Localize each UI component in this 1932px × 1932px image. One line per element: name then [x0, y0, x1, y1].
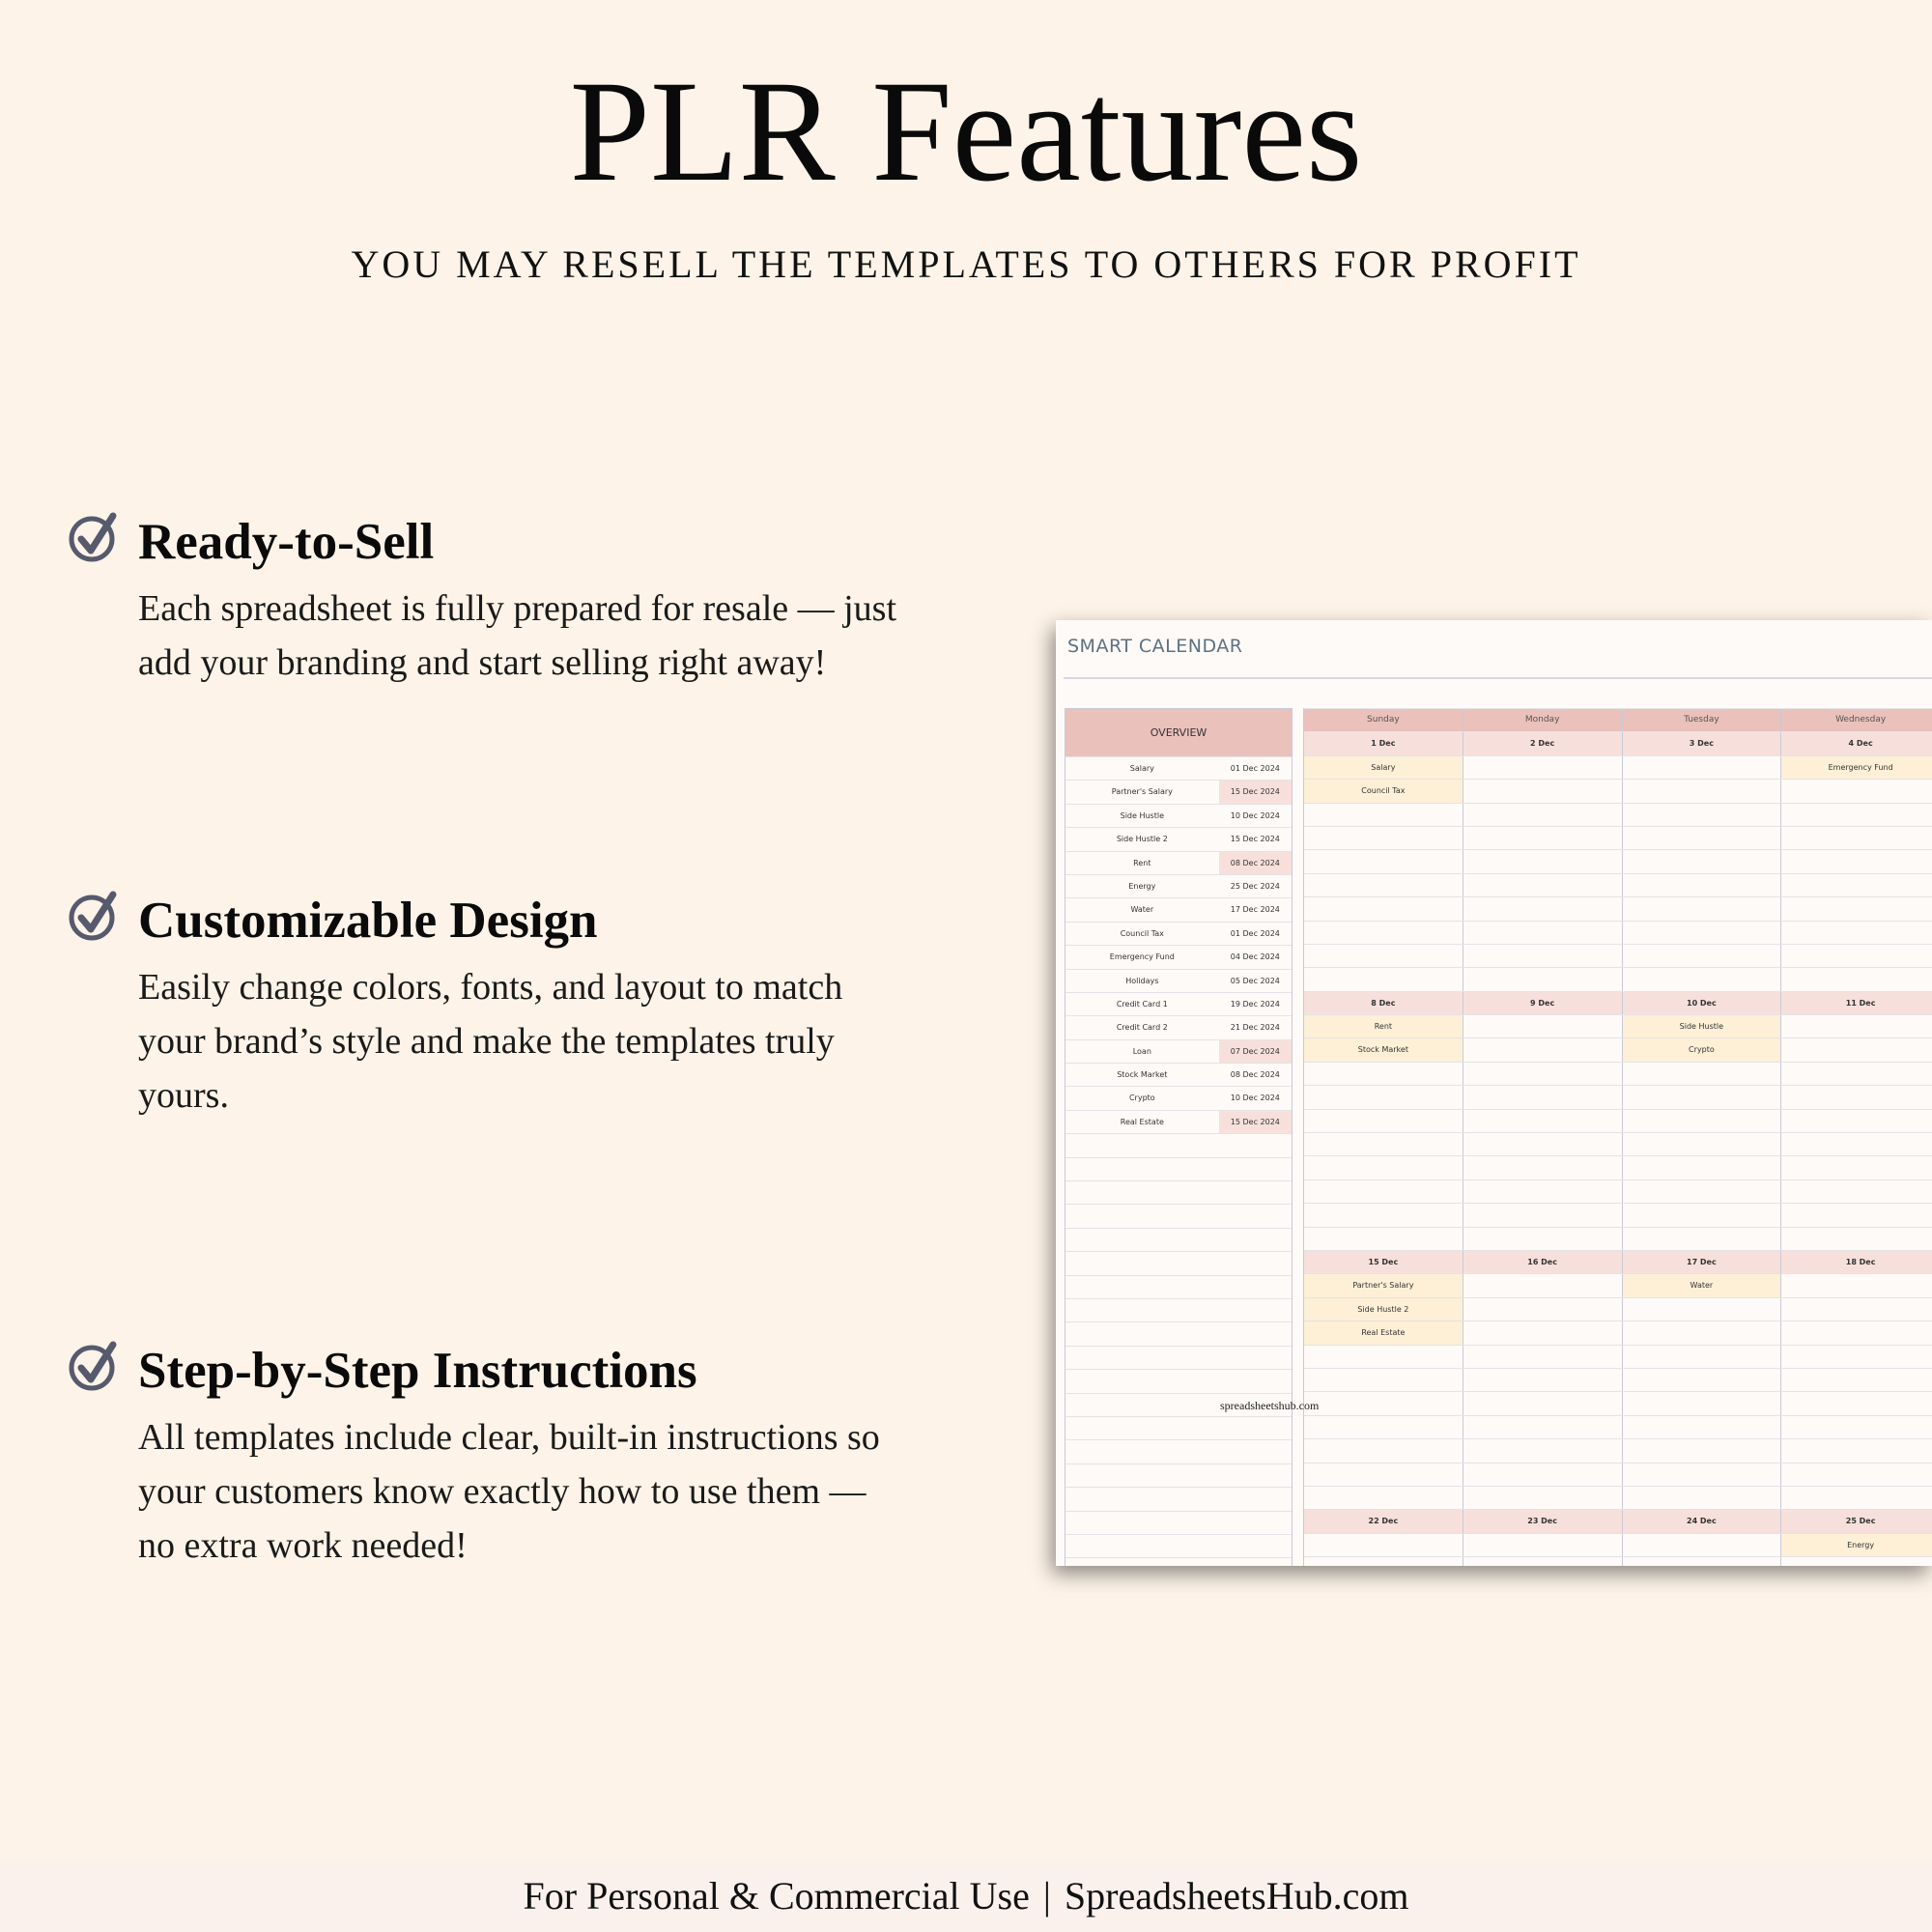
calendar-date-row [1304, 731, 1932, 754]
empty-cell[interactable] [1304, 1086, 1463, 1108]
empty-cell[interactable] [1781, 1086, 1932, 1108]
empty-cell[interactable] [1304, 827, 1463, 849]
empty-cell[interactable] [1463, 1369, 1623, 1391]
empty-cell[interactable] [1463, 1298, 1623, 1321]
date-cell[interactable]: 2 Dec [1463, 732, 1623, 754]
empty-cell[interactable] [1463, 922, 1623, 944]
empty-cell[interactable] [1781, 897, 1932, 920]
overview-item-date: 01 Dec 2024 [1230, 764, 1280, 773]
empty-cell[interactable] [1781, 1180, 1932, 1203]
overview-item-name: Water [1130, 905, 1154, 915]
empty-cell[interactable] [1623, 1369, 1782, 1391]
overview-row [1065, 851, 1292, 874]
empty-cell[interactable] [1463, 1110, 1623, 1132]
empty-cell[interactable] [1463, 804, 1623, 826]
calendar-event-row [1304, 1533, 1932, 1556]
empty-cell[interactable] [1623, 1392, 1782, 1414]
empty-cell[interactable] [1304, 1063, 1463, 1085]
empty-cell[interactable] [1463, 1346, 1623, 1368]
calendar-event-row [1304, 1085, 1932, 1108]
overview-item-date: 21 Dec 2024 [1230, 1023, 1280, 1033]
empty-cell[interactable] [1781, 1416, 1932, 1438]
empty-cell[interactable] [1781, 827, 1932, 849]
empty-cell[interactable] [1623, 780, 1782, 802]
day-name-cell[interactable]: Sunday [1304, 709, 1463, 731]
empty-cell[interactable] [1304, 1439, 1463, 1462]
overview-empty-row [1065, 1251, 1292, 1274]
calendar-event-row [1304, 1556, 1932, 1566]
event-cell[interactable]: Stock Market [1304, 1038, 1463, 1061]
checkmark-circle-icon [68, 510, 122, 564]
empty-cell[interactable] [1623, 1534, 1782, 1556]
calendar-event-row [1304, 944, 1932, 967]
date-cell[interactable]: 15 Dec [1304, 1251, 1463, 1273]
calendar-event-row [1304, 1273, 1932, 1296]
overview-header: OVERVIEW [1065, 709, 1292, 756]
overview-item-name: Energy [1128, 881, 1156, 891]
empty-cell[interactable] [1304, 1557, 1463, 1566]
empty-cell[interactable] [1623, 1463, 1782, 1486]
date-cell[interactable]: 3 Dec [1623, 732, 1782, 754]
overview-empty-row [1065, 1557, 1292, 1566]
empty-cell[interactable] [1463, 1038, 1623, 1061]
overview-table [1065, 708, 1293, 1566]
overview-row [1065, 1015, 1292, 1038]
date-cell[interactable]: 23 Dec [1463, 1510, 1623, 1532]
overview-item-name: Side Hustle [1120, 810, 1165, 820]
empty-cell[interactable] [1304, 1487, 1463, 1509]
empty-cell[interactable] [1781, 1015, 1932, 1037]
date-cell[interactable]: 25 Dec [1781, 1510, 1932, 1532]
empty-cell[interactable] [1304, 1416, 1463, 1438]
overview-empty-row [1065, 1487, 1292, 1510]
empty-cell[interactable] [1623, 1086, 1782, 1108]
empty-cell[interactable] [1781, 780, 1932, 802]
empty-cell[interactable] [1623, 968, 1782, 990]
empty-cell[interactable] [1623, 756, 1782, 779]
empty-cell[interactable] [1623, 1110, 1782, 1132]
empty-cell[interactable] [1781, 1439, 1932, 1462]
overview-row [1065, 922, 1292, 945]
calendar-day-names [1304, 708, 1932, 731]
empty-cell[interactable] [1463, 1534, 1623, 1556]
overview-empty-row [1065, 1416, 1292, 1439]
overview-empty-row [1065, 1534, 1292, 1557]
empty-cell[interactable] [1463, 1086, 1623, 1108]
date-cell[interactable]: 8 Dec [1304, 992, 1463, 1014]
overview-empty-row [1065, 1298, 1292, 1321]
date-cell[interactable]: 9 Dec [1463, 992, 1623, 1014]
overview-row [1065, 874, 1292, 897]
feature-ready-to-sell [68, 510, 937, 690]
empty-cell[interactable] [1781, 1463, 1932, 1486]
page-subtitle: YOU MAY RESELL THE TEMPLATES TO OTHERS FOR PROFIT [351, 242, 1581, 286]
overview-item-date: 15 Dec 2024 [1219, 1111, 1292, 1133]
day-name-cell[interactable]: Monday [1463, 709, 1623, 731]
empty-cell[interactable] [1304, 1463, 1463, 1486]
empty-cell[interactable] [1781, 968, 1932, 990]
empty-cell[interactable] [1463, 1463, 1623, 1486]
empty-cell[interactable] [1781, 1228, 1932, 1250]
calendar-event-row [1304, 1155, 1932, 1179]
overview-row [1065, 827, 1292, 850]
calendar-event-row [1304, 873, 1932, 896]
empty-cell[interactable] [1463, 968, 1623, 990]
overview-item-date: 08 Dec 2024 [1219, 852, 1292, 874]
event-cell[interactable]: Emergency Fund [1781, 756, 1932, 779]
empty-cell[interactable] [1623, 1228, 1782, 1250]
overview-item-name: Stock Market [1117, 1070, 1168, 1080]
overview-item-date: 08 Dec 2024 [1230, 1070, 1280, 1080]
empty-cell[interactable] [1304, 1110, 1463, 1132]
empty-cell[interactable] [1463, 780, 1623, 802]
empty-cell[interactable] [1781, 804, 1932, 826]
overview-item-name: Emergency Fund [1109, 952, 1175, 962]
event-cell[interactable]: Crypto [1623, 1038, 1782, 1061]
overview-item-date: 15 Dec 2024 [1230, 835, 1280, 844]
empty-cell[interactable] [1623, 1346, 1782, 1368]
empty-cell[interactable] [1463, 945, 1623, 967]
calendar-event-row [1304, 1227, 1932, 1250]
overview-item-name: Salary [1129, 764, 1154, 773]
watermark: spreadsheetshub.com [1220, 1399, 1320, 1412]
calendar-event-row [1304, 921, 1932, 944]
date-cell[interactable]: 16 Dec [1463, 1251, 1623, 1273]
overview-item-date: 04 Dec 2024 [1230, 952, 1280, 962]
empty-cell[interactable] [1623, 1180, 1782, 1203]
calendar-event-row [1304, 1132, 1932, 1155]
feature-description: Easily change colors, fonts, and layout to match your brand’s style and make the templates truly yours. [138, 967, 843, 1116]
empty-cell[interactable] [1463, 1557, 1623, 1566]
feature-step-by-step-instructions [68, 1339, 937, 1573]
overview-empty-row [1065, 1180, 1292, 1204]
event-cell[interactable]: Water [1623, 1274, 1782, 1296]
empty-cell[interactable] [1463, 1392, 1623, 1414]
event-cell[interactable]: Rent [1304, 1015, 1463, 1037]
overview-empty-row [1065, 1275, 1292, 1298]
empty-cell[interactable] [1781, 1204, 1932, 1226]
date-cell[interactable]: 1 Dec [1304, 732, 1463, 754]
empty-cell[interactable] [1623, 922, 1782, 944]
calendar-date-row [1304, 1509, 1932, 1532]
empty-cell[interactable] [1623, 1321, 1782, 1344]
calendar-event-row [1304, 896, 1932, 920]
calendar-event-row [1304, 755, 1932, 779]
empty-cell[interactable] [1781, 1274, 1932, 1296]
empty-cell[interactable] [1623, 1204, 1782, 1226]
overview-item-date: 15 Dec 2024 [1219, 781, 1292, 803]
empty-cell[interactable] [1304, 922, 1463, 944]
empty-cell[interactable] [1463, 1204, 1623, 1226]
calendar-event-row [1304, 849, 1932, 872]
date-cell[interactable]: 4 Dec [1781, 732, 1932, 754]
empty-cell[interactable] [1463, 1228, 1623, 1250]
feature-title: Step-by-Step Instructions [138, 1343, 697, 1399]
empty-cell[interactable] [1623, 827, 1782, 849]
empty-cell[interactable] [1304, 1534, 1463, 1556]
overview-row [1065, 1039, 1292, 1063]
checkmark-circle-icon [68, 1339, 122, 1393]
overview-item-date: 10 Dec 2024 [1230, 1094, 1280, 1103]
empty-cell[interactable] [1623, 804, 1782, 826]
empty-cell[interactable] [1304, 850, 1463, 872]
overview-row [1065, 1086, 1292, 1109]
event-cell[interactable]: Salary [1304, 756, 1463, 779]
overview-row [1065, 756, 1292, 780]
overview-row [1065, 945, 1292, 968]
empty-cell[interactable] [1623, 897, 1782, 920]
calendar-event-row [1304, 1463, 1932, 1486]
empty-cell[interactable] [1781, 945, 1932, 967]
overview-item-name: Credit Card 2 [1116, 1023, 1168, 1033]
empty-cell[interactable] [1304, 1133, 1463, 1155]
overview-item-name: Partner's Salary [1111, 787, 1173, 797]
empty-cell[interactable] [1623, 1298, 1782, 1321]
empty-cell[interactable] [1463, 1487, 1623, 1509]
empty-cell[interactable] [1304, 874, 1463, 896]
overview-item-name: Crypto [1128, 1094, 1155, 1103]
calendar-grid [1303, 708, 1932, 1566]
overview-item-name: Loan [1132, 1046, 1151, 1056]
empty-cell[interactable] [1463, 850, 1623, 872]
calendar-event-row [1304, 1037, 1932, 1061]
overview-empty-row [1065, 1204, 1292, 1227]
footer-site-link[interactable]: SpreadsheetsHub.com [1064, 1874, 1409, 1918]
empty-cell[interactable] [1463, 1439, 1623, 1462]
empty-cell[interactable] [1781, 1063, 1932, 1085]
empty-cell[interactable] [1304, 1392, 1463, 1414]
event-cell[interactable]: Side Hustle 2 [1304, 1298, 1463, 1321]
overview-empty-row [1065, 1369, 1292, 1392]
empty-cell[interactable] [1304, 1204, 1463, 1226]
footer-separator: | [1042, 1874, 1051, 1918]
event-cell[interactable]: Partner's Salary [1304, 1274, 1463, 1296]
overview-empty-row [1065, 1463, 1292, 1487]
empty-cell[interactable] [1781, 850, 1932, 872]
overview-item-date: 05 Dec 2024 [1230, 976, 1280, 985]
title-divider [1064, 677, 1932, 679]
overview-item-date: 17 Dec 2024 [1230, 905, 1280, 915]
empty-cell[interactable] [1304, 1346, 1463, 1368]
empty-cell[interactable] [1781, 1321, 1932, 1344]
empty-cell[interactable] [1623, 1557, 1782, 1566]
calendar-date-row [1304, 1250, 1932, 1273]
empty-cell[interactable] [1463, 1274, 1623, 1296]
date-cell[interactable]: 11 Dec [1781, 992, 1932, 1014]
event-cell[interactable]: Energy [1781, 1534, 1932, 1556]
overview-row [1065, 1110, 1292, 1133]
empty-cell[interactable] [1463, 874, 1623, 896]
overview-item-date: 07 Dec 2024 [1219, 1040, 1292, 1063]
date-cell[interactable]: 10 Dec [1623, 992, 1782, 1014]
empty-cell[interactable] [1463, 1321, 1623, 1344]
empty-cell[interactable] [1781, 1110, 1932, 1132]
calendar-event-row [1304, 1109, 1932, 1132]
feature-description: All templates include clear, built-in instructions so your customers know exactly how to use them — no extra work needed! [138, 1417, 880, 1566]
overview-item-name: Real Estate [1120, 1117, 1164, 1126]
empty-cell[interactable] [1623, 945, 1782, 967]
empty-cell[interactable] [1623, 1063, 1782, 1085]
spreadsheet-title: SMART CALENDAR [1067, 636, 1243, 657]
empty-cell[interactable] [1304, 1156, 1463, 1179]
empty-cell[interactable] [1623, 1439, 1782, 1462]
empty-cell[interactable] [1781, 1156, 1932, 1179]
empty-cell[interactable] [1463, 1063, 1623, 1085]
calendar-event-row [1304, 1062, 1932, 1085]
overview-item-name: Council Tax [1120, 928, 1164, 938]
checkmark-circle-icon [68, 889, 122, 943]
empty-cell[interactable] [1623, 874, 1782, 896]
empty-cell[interactable] [1463, 1416, 1623, 1438]
empty-cell[interactable] [1781, 1346, 1932, 1368]
overview-item-name: Side Hustle 2 [1116, 835, 1168, 844]
empty-cell[interactable] [1463, 1156, 1623, 1179]
feature-customizable-design [68, 889, 937, 1122]
footer [0, 1861, 1932, 1932]
overview-item-name: Rent [1133, 858, 1151, 867]
feature-description: Each spreadsheet is fully prepared for resale — just add your branding and start selling right away! [138, 588, 897, 683]
overview-empty-row [1065, 1157, 1292, 1180]
empty-cell[interactable] [1623, 1416, 1782, 1438]
calendar-event-row [1304, 779, 1932, 802]
empty-cell[interactable] [1781, 1298, 1932, 1321]
calendar-event-row [1304, 1203, 1932, 1226]
calendar-event-row [1304, 1415, 1932, 1438]
empty-cell[interactable] [1623, 850, 1782, 872]
calendar-event-row [1304, 1297, 1932, 1321]
overview-empty-row [1065, 1511, 1292, 1534]
empty-cell[interactable] [1781, 1038, 1932, 1061]
calendar-event-row [1304, 1391, 1932, 1414]
overview-item-date: 25 Dec 2024 [1230, 881, 1280, 891]
calendar-event-row [1304, 826, 1932, 849]
overview-item-name: Holidays [1125, 976, 1159, 985]
overview-row [1065, 969, 1292, 992]
overview-empty-row [1065, 1133, 1292, 1156]
day-name-cell[interactable]: Wednesday [1781, 709, 1932, 731]
empty-cell[interactable] [1781, 1133, 1932, 1155]
empty-cell[interactable] [1463, 1015, 1623, 1037]
date-cell[interactable]: 22 Dec [1304, 1510, 1463, 1532]
day-name-cell[interactable]: Tuesday [1623, 709, 1782, 731]
overview-empty-row [1065, 1439, 1292, 1463]
calendar-event-row [1304, 967, 1932, 990]
empty-cell[interactable] [1463, 1180, 1623, 1203]
overview-row [1065, 992, 1292, 1015]
event-cell[interactable]: Council Tax [1304, 780, 1463, 802]
date-cell[interactable]: 24 Dec [1623, 1510, 1782, 1532]
empty-cell[interactable] [1781, 1487, 1932, 1509]
overview-row [1065, 780, 1292, 803]
overview-row [1065, 1063, 1292, 1086]
calendar-event-row [1304, 1321, 1932, 1344]
feature-title: Ready-to-Sell [138, 514, 435, 570]
date-cell[interactable]: 17 Dec [1623, 1251, 1782, 1273]
empty-cell[interactable] [1304, 968, 1463, 990]
calendar-event-row [1304, 1368, 1932, 1391]
empty-cell[interactable] [1463, 1133, 1623, 1155]
date-cell[interactable]: 18 Dec [1781, 1251, 1932, 1273]
empty-cell[interactable] [1781, 1369, 1932, 1391]
empty-cell[interactable] [1304, 1369, 1463, 1391]
overview-row [1065, 804, 1292, 827]
empty-cell[interactable] [1463, 756, 1623, 779]
empty-cell[interactable] [1781, 874, 1932, 896]
empty-cell[interactable] [1304, 1180, 1463, 1203]
overview-item-date: 19 Dec 2024 [1230, 999, 1280, 1009]
event-cell[interactable]: Real Estate [1304, 1321, 1463, 1344]
empty-cell[interactable] [1623, 1133, 1782, 1155]
calendar-event-row [1304, 1345, 1932, 1368]
footer-usage-text: For Personal & Commercial Use [523, 1874, 1030, 1918]
empty-cell[interactable] [1781, 922, 1932, 944]
calendar-event-row [1304, 1014, 1932, 1037]
calendar-event-row [1304, 1179, 1932, 1203]
empty-cell[interactable] [1781, 1392, 1932, 1414]
overview-item-name: Credit Card 1 [1116, 999, 1168, 1009]
empty-cell[interactable] [1781, 1557, 1932, 1566]
empty-cell[interactable] [1304, 897, 1463, 920]
empty-cell[interactable] [1623, 1487, 1782, 1509]
empty-cell[interactable] [1623, 1156, 1782, 1179]
empty-cell[interactable] [1463, 897, 1623, 920]
empty-cell[interactable] [1304, 804, 1463, 826]
overview-empty-row [1065, 1228, 1292, 1251]
calendar-date-row [1304, 991, 1932, 1014]
empty-cell[interactable] [1304, 1228, 1463, 1250]
overview-empty-row [1065, 1321, 1292, 1345]
empty-cell[interactable] [1463, 827, 1623, 849]
calendar-event-row [1304, 803, 1932, 826]
feature-title: Customizable Design [138, 893, 598, 949]
spreadsheet-preview [1056, 620, 1932, 1566]
page-title: PLR Features [569, 51, 1363, 212]
calendar-event-row [1304, 1486, 1932, 1509]
overview-empty-row [1065, 1346, 1292, 1369]
event-cell[interactable]: Side Hustle [1623, 1015, 1782, 1037]
overview-item-date: 01 Dec 2024 [1230, 928, 1280, 938]
overview-row [1065, 897, 1292, 921]
calendar-event-row [1304, 1438, 1932, 1462]
empty-cell[interactable] [1304, 945, 1463, 967]
overview-item-date: 10 Dec 2024 [1230, 810, 1280, 820]
